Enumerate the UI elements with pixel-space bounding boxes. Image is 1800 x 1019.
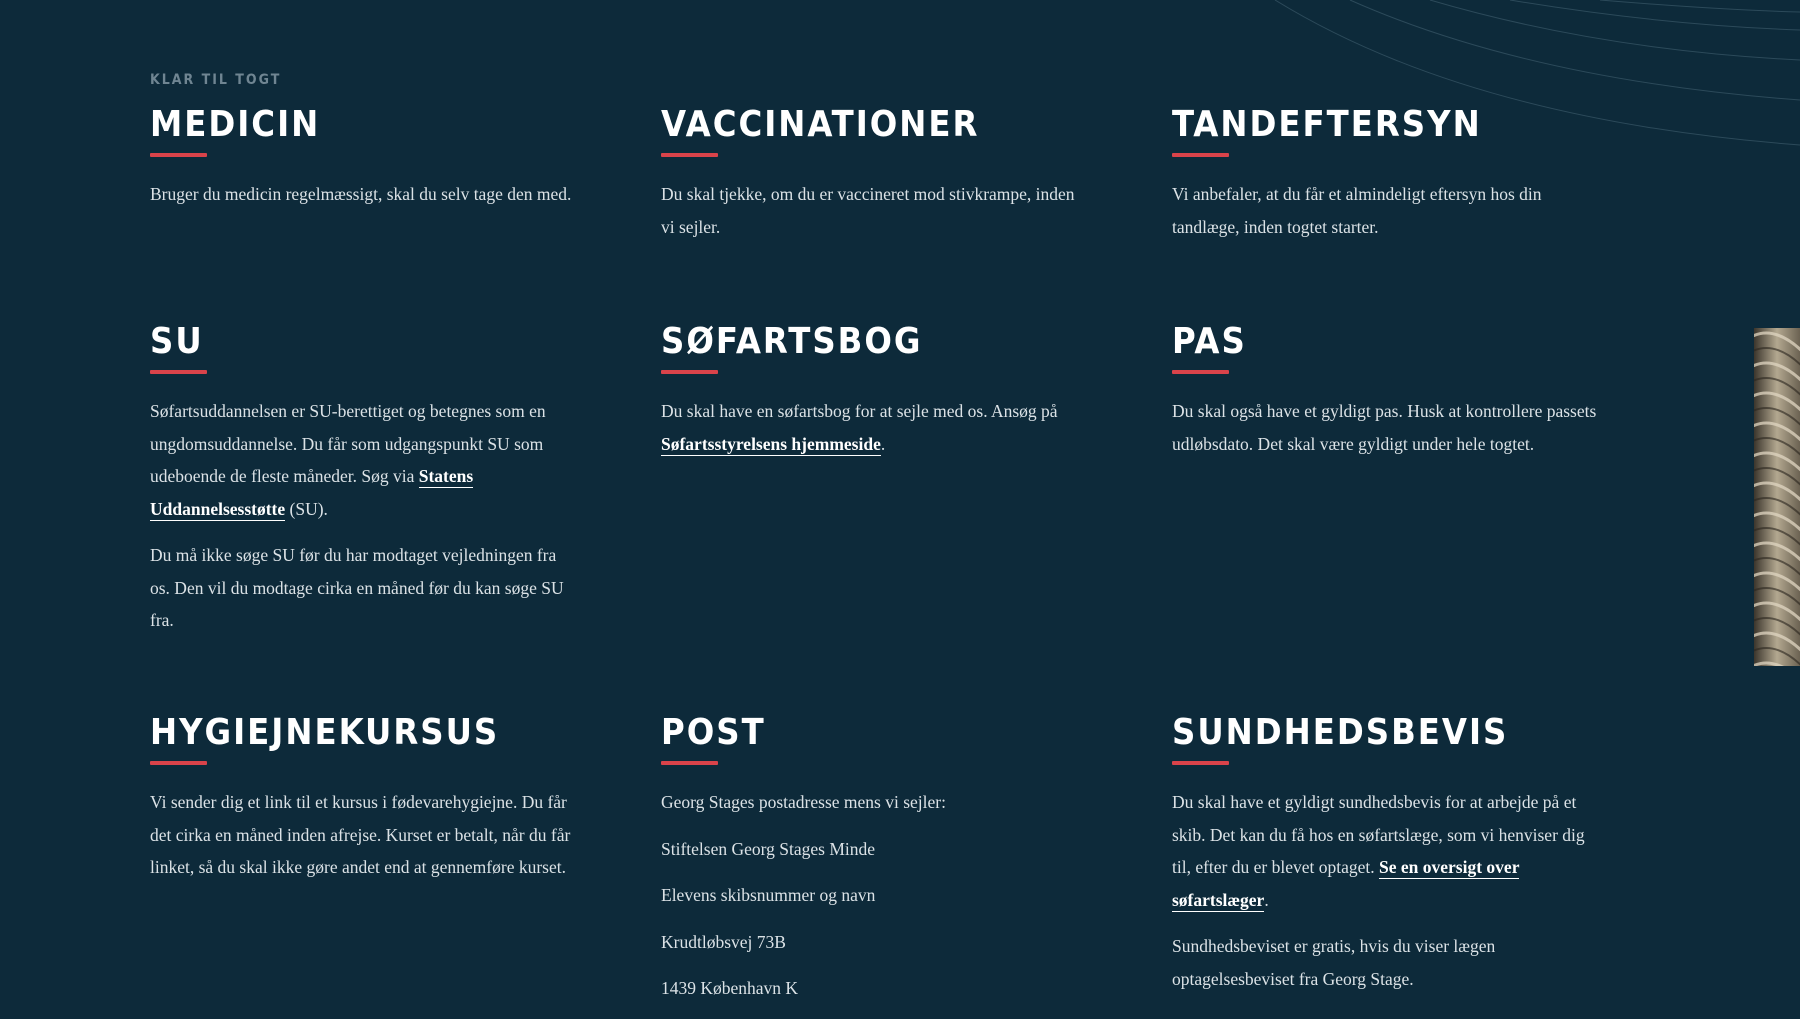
section-body: [150, 178, 580, 211]
title-accent-bar: [661, 761, 718, 765]
section-title: POST: [661, 712, 766, 753]
section-title: SØFARTSBOG: [661, 321, 923, 362]
info-section-sofartsbog: [661, 320, 1091, 474]
section-title: SUNDHEDSBEVIS: [1172, 712, 1509, 753]
paragraph-text: Du skal have en søfartsbog for at sejle med os. Ansøg på: [661, 401, 1058, 421]
info-section-medicin: [150, 103, 580, 225]
section-title: SU: [150, 321, 204, 362]
info-section-su: [150, 320, 580, 651]
rope-image: [1754, 328, 1800, 666]
sofartslaeger-link[interactable]: Se en oversigt over søfartslæger: [1172, 857, 1520, 910]
paragraph: Du skal også have et gyldigt pas. Husk at kontrollere passets udløbsdato. Det skal være gyldigt under hele togtet.: [1172, 401, 1597, 454]
paragraph: [1172, 786, 1602, 916]
title-accent-bar: [150, 761, 207, 765]
section-title: VACCINATIONER: [661, 104, 980, 145]
paragraph: Du må ikke søge SU før du har modtaget vejledningen fra os. Den vil du modtage cirka en måned før du kan søge SU fra.: [150, 545, 564, 630]
section-title: PAS: [1172, 321, 1247, 362]
section-title: MEDICIN: [150, 104, 321, 145]
title-accent-bar: [1172, 761, 1229, 765]
paragraph: Bruger du medicin regelmæssigt, skal du selv tage den med.: [150, 184, 572, 204]
info-section-pas: [1172, 320, 1602, 474]
title-accent-bar: [661, 153, 718, 157]
info-section-vaccinationer: [661, 103, 1091, 257]
paragraph-text: (SU).: [285, 498, 328, 519]
title-accent-bar: [661, 370, 718, 374]
paragraph-text: .: [1264, 889, 1269, 910]
title-accent-bar: [1172, 370, 1229, 374]
section-title: TANDEFTERSYN: [1172, 104, 1482, 145]
section-eyebrow: KLAR TIL TOGT: [150, 72, 282, 88]
paragraph-text: Søfartsuddannelsen er SU-berettiget og betegnes som en ungdomsuddannelse. Du får som udgangspunkt SU som udeboende de fleste måneder. Søg via: [150, 401, 546, 486]
section-body: [150, 395, 580, 637]
address-line: Krudtløbsvej 73B: [661, 931, 786, 952]
section-body: [661, 786, 1091, 1005]
paragraph: Sundhedsbeviset er gratis, hvis du viser lægen optagelsesbeviset fra Georg Stage.: [1172, 936, 1496, 989]
su-link[interactable]: Statens Uddannelsesstøtte: [150, 466, 474, 519]
address-line: Stiftelsen Georg Stages Minde: [661, 838, 876, 859]
title-accent-bar: [150, 370, 207, 374]
title-accent-bar: [1172, 153, 1229, 157]
paragraph-text: .: [880, 433, 886, 454]
sofartsstyrelsen-link[interactable]: Søfartsstyrelsens hjemmeside: [661, 433, 881, 454]
paragraph-text: Du skal have et gyldigt sundhedsbevis for at arbejde på et skib. Det kan du få hos en søfartslæge, som vi henviser dig til, efter du er blevet optaget.: [1172, 792, 1585, 877]
paragraph: Vi anbefaler, at du får et almindeligt eftersyn hos din tandlæge, inden togtet starter.: [1172, 184, 1542, 237]
section-body: [1172, 178, 1602, 243]
paragraph: Vi sender dig et link til et kursus i fødevarehygiejne. Du får det cirka en måned inden afrejse. Kurset er betalt, når du får linket, så du skal ikke gøre andet end at gennemføre kurset.: [150, 792, 571, 877]
section-body: [661, 395, 1091, 460]
info-section-sundhedsbevis: [1172, 711, 1602, 1009]
paragraph: [661, 395, 1091, 460]
address-line: 1439 København K: [661, 978, 799, 998]
paragraph: [150, 395, 580, 525]
paragraph: Georg Stages postadresse mens vi sejler:: [661, 792, 946, 812]
info-section-post: [661, 711, 1091, 1019]
section-body: [661, 178, 1091, 243]
info-section-tandeftersyn: [1172, 103, 1602, 257]
section-body: [1172, 786, 1602, 995]
title-accent-bar: [150, 153, 207, 157]
section-title: HYGIEJNEKURSUS: [150, 712, 500, 753]
address-line: Elevens skibsnummer og navn: [661, 885, 876, 905]
info-section-hygiejnekursus: [150, 711, 580, 898]
section-body: [150, 786, 580, 884]
paragraph: Du skal tjekke, om du er vaccineret mod stivkrampe, inden vi sejler.: [661, 184, 1075, 237]
section-body: [1172, 395, 1602, 460]
